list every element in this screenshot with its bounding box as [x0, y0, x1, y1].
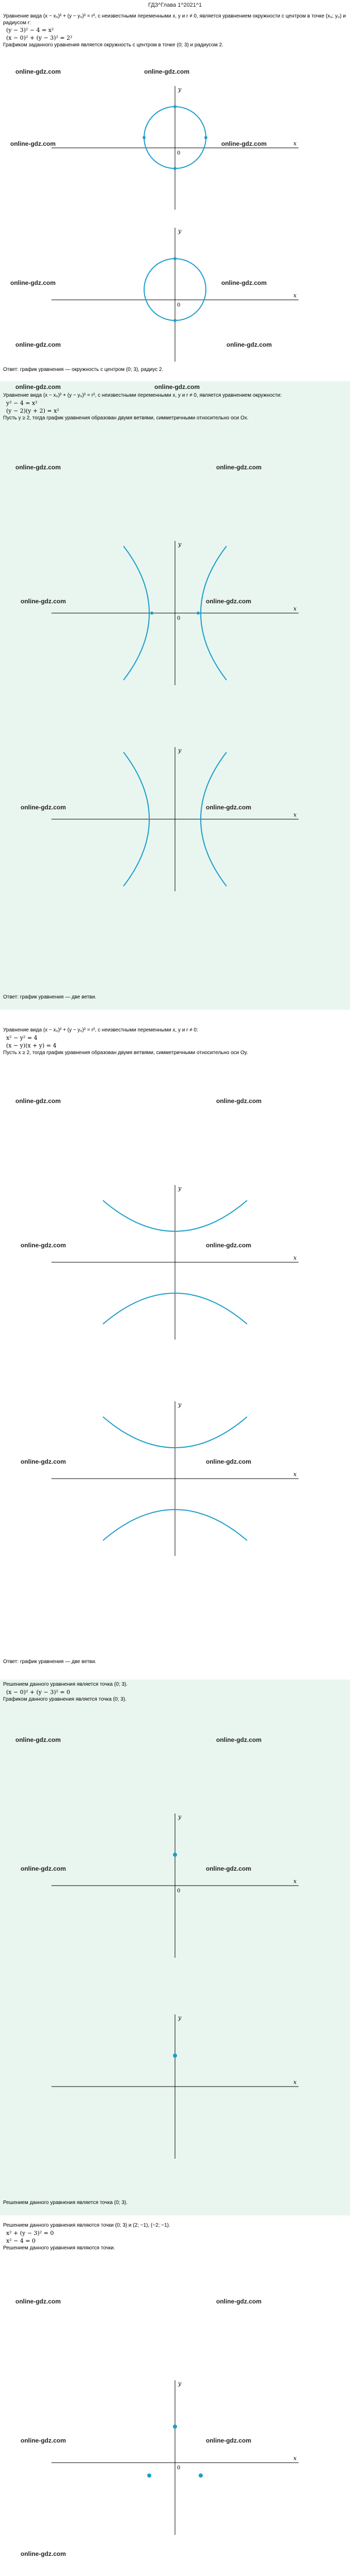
point-marker	[204, 136, 207, 139]
y-axis-label: y	[178, 541, 182, 548]
graph-b2	[46, 742, 304, 896]
x-axis-label: x	[293, 2079, 297, 2086]
section-a-eq-1: (y − 3)² − 4 = x²	[6, 27, 54, 33]
section-c	[0, 1025, 350, 1674]
watermark: online-gdz.com	[15, 68, 61, 75]
point-marker	[173, 257, 177, 260]
watermark: online-gdz.com	[10, 140, 56, 147]
section-e-text	[0, 2221, 350, 2251]
section-a-text	[0, 11, 350, 49]
watermark: online-gdz.com	[10, 279, 56, 286]
watermark: online-gdz.com	[206, 2437, 251, 2444]
point-marker	[143, 136, 146, 139]
watermark: online-gdz.com	[21, 1865, 66, 1872]
graph-d2-svg	[46, 2009, 304, 2164]
x-axis-label: x	[293, 292, 297, 299]
section-c-conclusion: Ответ: график уравнения — две ветви.	[3, 1659, 97, 1665]
y-axis-label: y	[178, 1814, 182, 1820]
x-axis-label: x	[293, 2455, 297, 2462]
section-c-intro: Уравнение вида (x − x₀)² + (y − y₀)² = r², с неизвестными переменными x, y и r ≠ 0:	[3, 1027, 198, 1033]
section-d-conclusion: Решением данного уравнения является точка (0; 3).	[3, 2200, 128, 2206]
x-axis-label: x	[293, 1255, 297, 1261]
watermark: online-gdz.com	[21, 2550, 66, 2557]
section-b-statement: Пусть y ≥ 2, тогда график уравнения образован двумя ветвями, симметричными относительно оси Ox.	[3, 415, 249, 421]
point-marker	[150, 612, 153, 615]
graph-e1	[46, 2375, 304, 2540]
point-marker	[173, 167, 177, 170]
section-c-eq-1: x² − y² = 4	[6, 1034, 38, 1041]
section-d-statement: Графиком данного уравнения является точка (0; 3).	[3, 1696, 127, 1702]
point-marker	[173, 1853, 177, 1857]
y-axis-label: y	[178, 1401, 182, 1408]
origin-label: 0	[177, 150, 181, 156]
watermark: online-gdz.com	[15, 464, 61, 471]
watermark: online-gdz.com	[15, 1097, 61, 1105]
watermark: online-gdz.com	[154, 383, 200, 391]
graph-c2	[46, 1396, 304, 1561]
graph-b1	[46, 536, 304, 690]
watermark: online-gdz.com	[216, 464, 261, 471]
section-a	[0, 11, 350, 377]
section-b-eq-1: y² − 4 = x²	[6, 399, 38, 406]
graph-a1	[46, 81, 304, 215]
graph-d1-svg	[46, 1808, 304, 1963]
section-a-intro: Уравнение вида (x − x₀)² + (y − y₀)² = r², с неизвестными переменными x, y и r ≠ 0, является уравнением окружности с центром в точке (x₀; y₀) и радиусом r:	[3, 13, 346, 26]
graph-b1-svg	[46, 536, 304, 690]
section-b-conclusion: Ответ: график уравнения — две ветви.	[3, 994, 97, 1000]
section-e-eq-2: x² − 4 = 0	[6, 2237, 36, 2244]
section-e-eq-1: x² + (y − 3)² = 0	[6, 2229, 54, 2236]
x-axis-label: x	[293, 811, 297, 818]
section-e-intro: Решением данного уравнения являются точки (0; 3) и (2; −1), (−2; −1).	[3, 2223, 170, 2228]
watermark: online-gdz.com	[21, 2437, 66, 2444]
watermark: online-gdz.com	[216, 2298, 261, 2305]
page-title: ГДЗ^Глава 1^2021^1	[148, 2, 202, 8]
origin-label: 0	[177, 302, 181, 308]
watermark: online-gdz.com	[206, 1242, 251, 1249]
point-marker	[147, 2473, 151, 2478]
origin-label: 0	[177, 1888, 181, 1894]
graph-d1	[46, 1808, 304, 1963]
origin-label: 0	[177, 2465, 181, 2471]
watermark: online-gdz.com	[15, 341, 61, 348]
watermark: online-gdz.com	[144, 68, 189, 75]
section-c-statement: Пусть x ≥ 2, тогда график уравнения образован двумя ветвями, симметричными относительно оси Oy.	[3, 1049, 248, 1056]
y-axis-label: y	[178, 228, 182, 234]
watermark: online-gdz.com	[15, 2298, 61, 2305]
point-marker	[173, 2425, 177, 2429]
section-d-text	[0, 1680, 350, 1703]
section-a-conclusion: Ответ: график уравнения — окружность с центром (0; 3), радиус 2.	[3, 367, 164, 372]
section-b	[0, 381, 350, 1010]
watermark: online-gdz.com	[226, 341, 272, 348]
origin-label: 0	[177, 616, 181, 621]
x-axis-label: x	[293, 605, 297, 612]
section-e-statement: Решением данного уравнения являются точки.	[3, 2245, 115, 2251]
x-axis-label: x	[293, 1878, 297, 1885]
graph-c1	[46, 1180, 304, 1345]
section-a-eq-2: (x − 0)² + (y − 3)² = 2²	[6, 35, 73, 41]
graph-e1-svg	[46, 2375, 304, 2540]
watermark: online-gdz.com	[21, 1458, 66, 1465]
watermark: online-gdz.com	[206, 1865, 251, 1872]
point-marker	[197, 612, 200, 615]
section-e	[0, 2221, 350, 2576]
watermark: online-gdz.com	[15, 383, 61, 391]
point-marker	[173, 105, 177, 108]
graph-b2-svg	[46, 742, 304, 896]
graph-c1-svg	[46, 1180, 304, 1345]
graph-d2	[46, 2009, 304, 2164]
watermark: online-gdz.com	[221, 279, 267, 286]
point-marker	[173, 2054, 177, 2058]
section-c-text	[0, 1025, 350, 1056]
section-d-intro: Решением данного уравнения является точка (0; 3).	[3, 1682, 128, 1687]
section-c-eq-2: (x − y)(x + y) = 4	[6, 1042, 57, 1049]
watermark: online-gdz.com	[15, 1736, 61, 1743]
point-marker	[173, 319, 177, 322]
point-marker	[199, 2473, 203, 2478]
section-d	[0, 1680, 350, 2215]
y-axis-label: y	[178, 1185, 182, 1192]
x-axis-label: x	[293, 140, 297, 147]
watermark: online-gdz.com	[221, 140, 267, 147]
section-b-intro: Уравнение вида (x − x₀)² + (y − y₀)² = r², с неизвестными переменными x, y и r ≠ 0, является уравнением окружности:	[3, 393, 282, 398]
section-b-eq-2: (y − 2)(y + 2) = x²	[6, 407, 59, 414]
section-d-eq-1: (x − 0)² + (y − 3)² = 0	[6, 1688, 71, 1696]
watermark: online-gdz.com	[216, 1736, 261, 1743]
graph-a1-svg	[46, 81, 304, 215]
y-axis-label: y	[178, 747, 182, 754]
section-a-statement: Графиком заданного уравнения является окружность с центром в точке (0; 3) и радиусом 2.	[3, 42, 223, 48]
watermark: online-gdz.com	[21, 804, 66, 811]
y-axis-label: y	[178, 2380, 182, 2387]
y-axis-label: y	[178, 2014, 182, 2021]
x-axis-label: x	[293, 1471, 297, 1478]
graph-c2-svg	[46, 1396, 304, 1561]
watermark: online-gdz.com	[216, 1097, 261, 1105]
watermark: online-gdz.com	[206, 804, 251, 811]
watermark: online-gdz.com	[21, 598, 66, 605]
watermark: online-gdz.com	[206, 1458, 251, 1465]
y-axis-label: y	[178, 86, 182, 93]
watermark: online-gdz.com	[21, 1242, 66, 1249]
watermark: online-gdz.com	[206, 598, 251, 605]
